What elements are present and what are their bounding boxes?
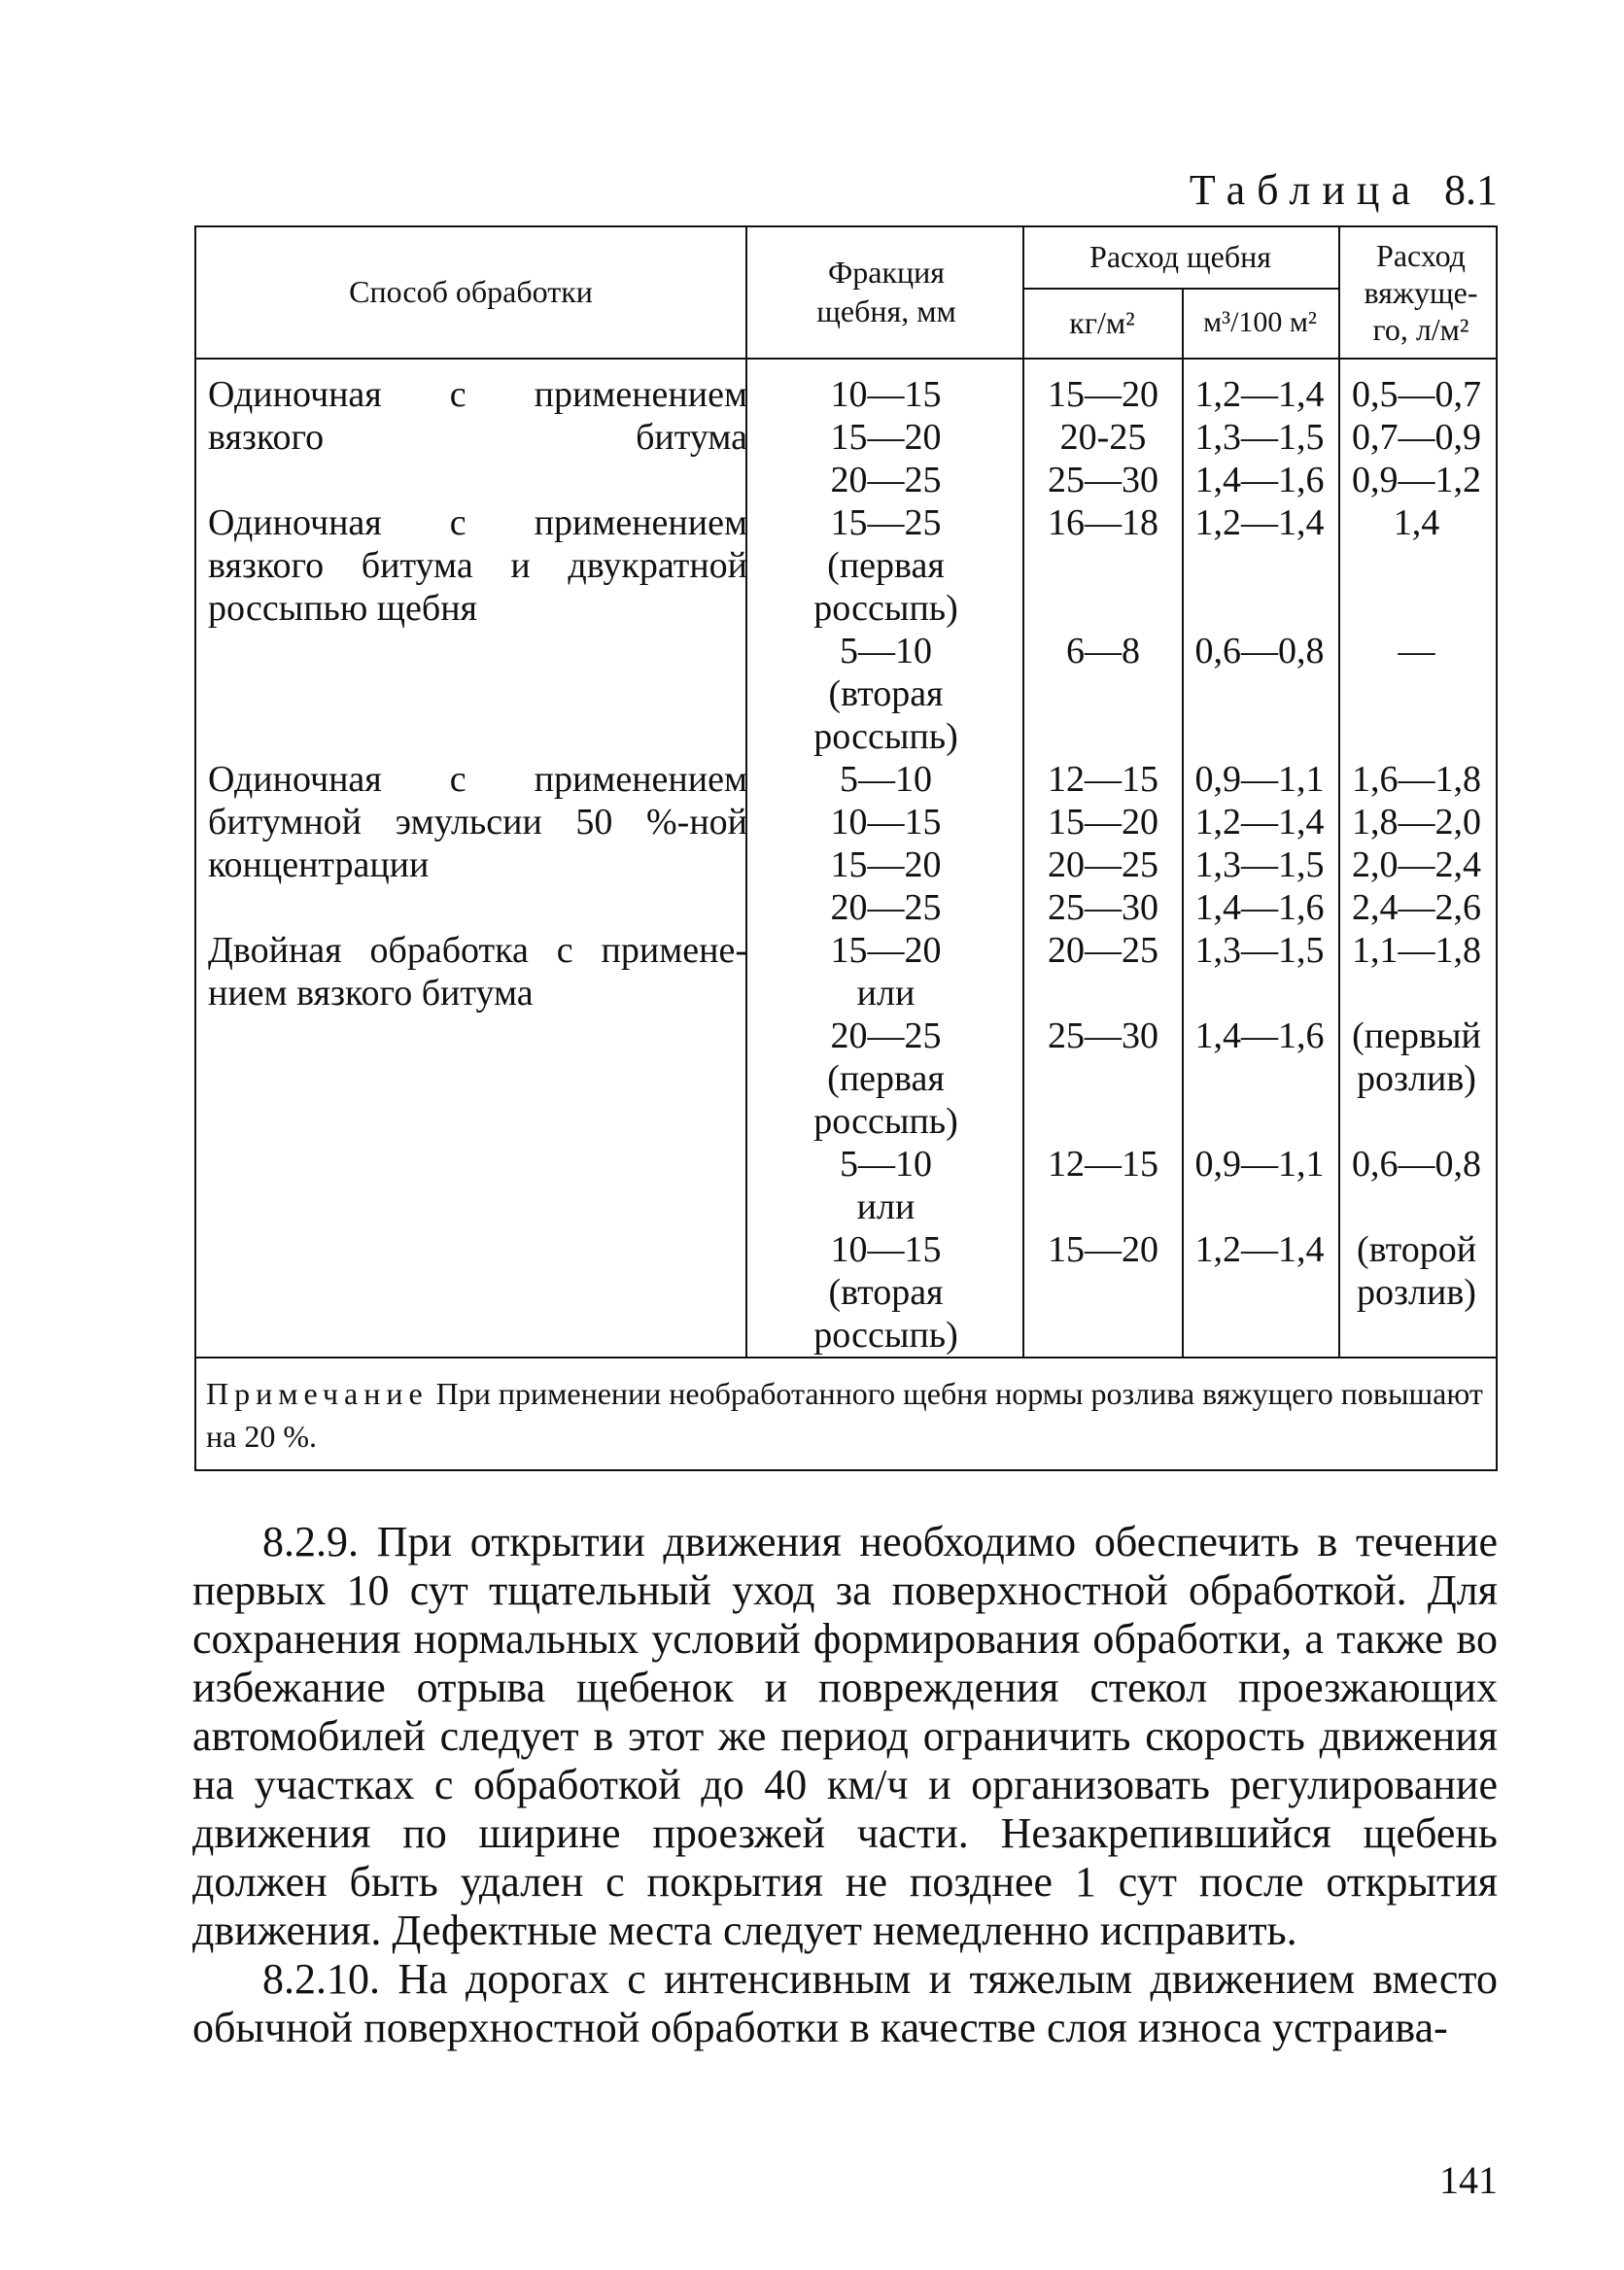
cell-kg: 20—25 [1048,844,1158,885]
cell-m3: 0,9—1,1 [1194,1144,1325,1185]
cell-fraction: 5—10 [840,631,932,671]
cell-binder: 0,7—0,9 [1352,417,1481,458]
col-rule [1338,227,1340,1357]
cell-m3: 1,3—1,5 [1194,844,1325,885]
cell-fraction: россыпь) [813,1315,958,1356]
cell-fraction: 5—10 [840,759,932,800]
cell-kg: 20-25 [1059,417,1147,458]
cell-method: нием вязкого битума [208,973,534,1014]
cell-fraction: 15—20 [830,417,942,458]
cell-binder: 0,6—0,8 [1352,1144,1481,1185]
note-label: Примечание [206,1376,429,1411]
table-caption [1190,165,1498,215]
cell-fraction: 20—25 [830,1015,942,1056]
cell-m3: 1,3—1,5 [1194,930,1325,971]
cell-fraction: 15—20 [830,930,942,971]
cell-kg: 25—30 [1048,1015,1158,1056]
cell-method: Двойная обработка с примене- [208,930,747,971]
cell-fraction: или [856,1187,916,1227]
cell-m3: 0,9—1,1 [1194,759,1325,800]
cell-binder: 1,4 [1393,502,1440,543]
cell-m3: 1,3—1,5 [1194,417,1325,458]
cell-binder: 1,8—2,0 [1352,802,1481,843]
cell-m3: 1,2—1,4 [1194,502,1325,543]
paragraph: 8.2.9. При открытии движения необходимо обеспечить в течение первых 10 сут тщательный уход за поверхностной обработкой. Для сохранения нормальных условий формирования обработки, а также во избежание отрыва щебенок и повреждения стекол проезжающих автомобилей следует в этот же период ограничить скорость движения на участках с обработкой до 40 км/ч и организовать регулирование движения по ширине проезжей части. Незакрепившийся щебень должен быть удален с покрытия не позднее 1 сут после открытия движения. Дефектные места следует немедленно исправить. [192,1518,1498,1954]
cell-m3: 1,2—1,4 [1194,802,1325,843]
cell-binder: розлив) [1357,1272,1476,1313]
cell-binder: (второй [1356,1229,1477,1270]
cell-kg: 12—15 [1048,759,1158,800]
cell-binder: — [1398,631,1435,671]
cell-fraction: россыпь) [813,716,958,757]
cell-method: Одиночная с применением [208,502,747,543]
cell-fraction: (вторая [828,673,944,714]
cell-fraction: 10—15 [830,1229,942,1270]
cell-kg: 15—20 [1048,374,1158,415]
paragraph: 8.2.10. На дорогах с интенсивным и тяжелым движением вместо обычной поверхностной обработки в качестве слоя износа устраива- [192,1955,1498,2051]
data-table [194,225,1498,1471]
cell-fraction: россыпь) [813,1101,958,1142]
cell-kg: 15—20 [1048,1229,1158,1270]
cell-m3: 0,6—0,8 [1194,631,1325,671]
header-fraction: Фракция щебня, мм [816,255,956,328]
cell-kg: 12—15 [1048,1144,1158,1185]
cell-m3: 1,2—1,4 [1194,374,1325,415]
cell-fraction: 20—25 [830,887,942,928]
cell-fraction: 15—20 [830,844,942,885]
page-number: 141 [1439,2158,1498,2202]
header-method: Способ обработки [349,274,593,309]
cell-kg: 16—18 [1048,502,1158,543]
cell-binder: 2,4—2,6 [1352,887,1481,928]
cell-kg: 6—8 [1066,631,1140,671]
cell-method: концентрации [208,844,430,885]
cell-fraction: (первая [827,545,945,586]
cell-method: битумной эмульсии 50 %-ной [208,802,747,843]
header-subrule [1022,288,1338,290]
header-binder-rate: Расход вяжуще-го, л/м² [1364,238,1478,347]
body-text [192,1518,1498,2052]
cell-kg: 25—30 [1048,887,1158,928]
header-rule [196,358,1496,360]
header-gravel-rate: Расход щебня [1089,239,1271,274]
cell-method: россыпью щебня [208,588,478,629]
cell-fraction: или [856,973,916,1014]
cell-m3: 1,4—1,6 [1194,1015,1325,1056]
cell-binder: розлив) [1357,1058,1476,1099]
cell-fraction: (вторая [828,1272,944,1313]
caption-number: 8.1 [1444,166,1498,214]
cell-method: Одиночная с применением [208,759,747,800]
cell-fraction: россыпь) [813,588,958,629]
cell-binder: (первый [1352,1015,1481,1056]
cell-fraction: 15—25 [830,502,942,543]
cell-m3: 1,4—1,6 [1194,460,1325,500]
cell-kg: 15—20 [1048,802,1158,843]
note-rule [196,1357,1496,1359]
cell-fraction: 10—15 [830,374,942,415]
cell-method: Одиночная с применением [208,374,747,415]
cell-fraction: 20—25 [830,460,942,500]
cell-fraction: (первая [827,1058,945,1099]
cell-binder: 1,1—1,8 [1352,930,1481,971]
cell-binder: 2,0—2,4 [1352,844,1481,885]
table-note [206,1372,1486,1458]
caption-word: Таблица [1189,166,1422,214]
header-kg-unit: кг/м² [1069,305,1135,340]
cell-binder: 1,6—1,8 [1352,759,1481,800]
cell-m3: 1,4—1,6 [1194,887,1325,928]
cell-m3: 1,2—1,4 [1194,1229,1325,1270]
col-rule [1182,288,1184,1357]
cell-binder: 0,5—0,7 [1352,374,1481,415]
cell-kg: 25—30 [1048,460,1158,500]
cell-fraction: 5—10 [840,1144,932,1185]
header-m3-unit: м³/100 м² [1203,306,1317,338]
cell-method: вязкого битума и двукратной [208,545,747,586]
note-text: При применении необработанного щебня нормы розлива вяжущего повышают на 20 %. [206,1376,1483,1454]
cell-method: вязкого битума [208,417,747,458]
cell-binder: 0,9—1,2 [1352,460,1481,500]
cell-kg: 20—25 [1048,930,1158,971]
cell-fraction: 10—15 [830,802,942,843]
